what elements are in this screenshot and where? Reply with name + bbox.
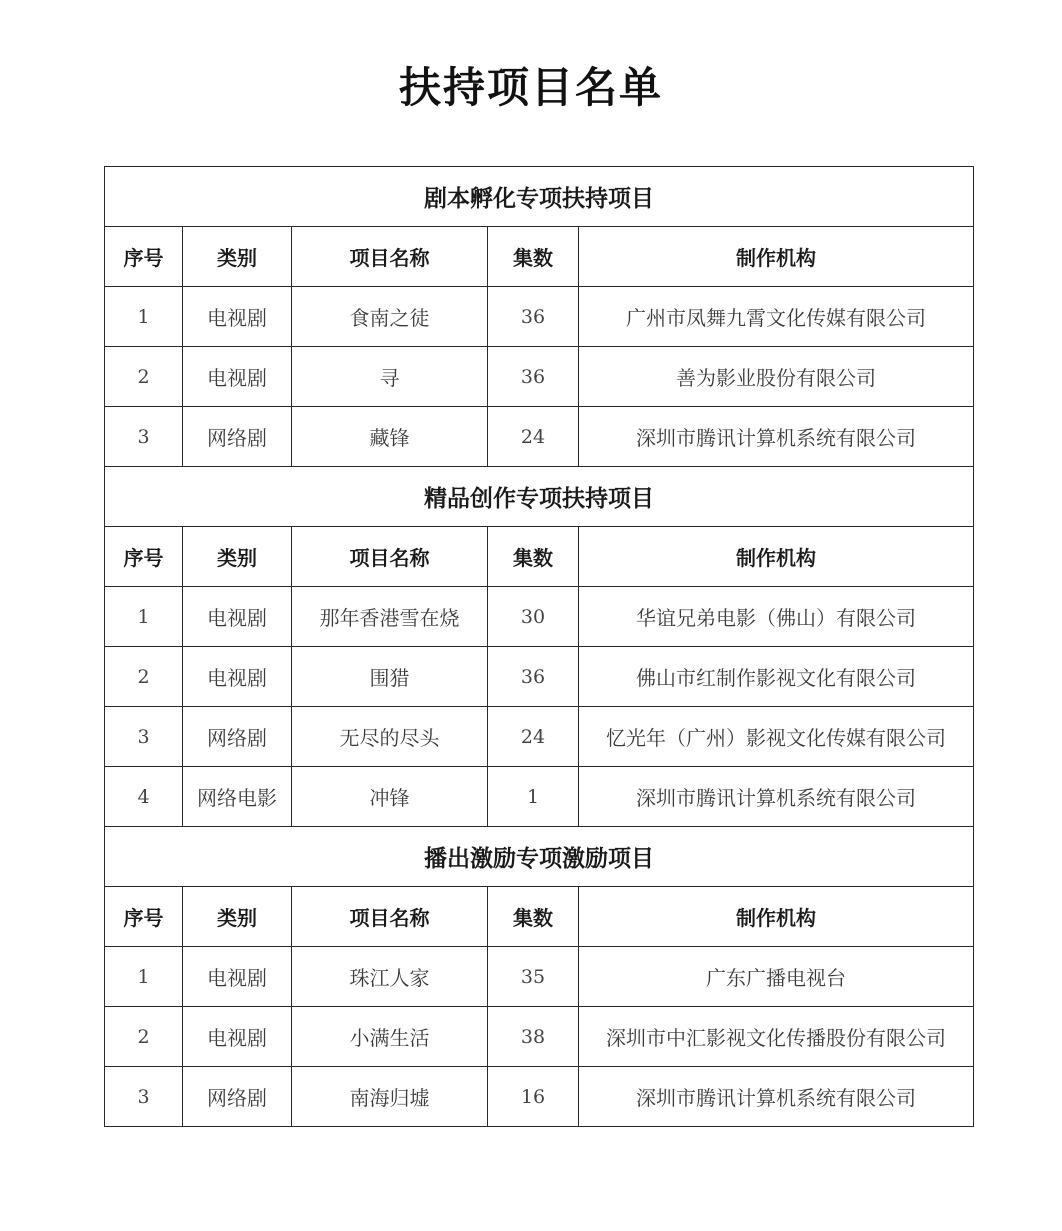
cell-no: 4	[105, 767, 183, 827]
cell-episodes: 30	[488, 587, 579, 647]
cell-no: 1	[105, 287, 183, 347]
cell-project-name: 珠江人家	[292, 947, 488, 1007]
table-row	[105, 1007, 974, 1067]
column-header-row	[105, 887, 974, 947]
table-row	[105, 767, 974, 827]
cell-category: 电视剧	[183, 647, 292, 707]
cell-episodes: 35	[488, 947, 579, 1007]
cell-episodes: 24	[488, 707, 579, 767]
cell-category: 网络剧	[183, 1067, 292, 1127]
header-no: 序号	[105, 527, 183, 587]
cell-producer: 华谊兄弟电影（佛山）有限公司	[579, 587, 974, 647]
cell-producer: 深圳市腾讯计算机系统有限公司	[579, 407, 974, 467]
column-header-row	[105, 527, 974, 587]
table-row	[105, 287, 974, 347]
cell-project-name: 食南之徒	[292, 287, 488, 347]
cell-no: 2	[105, 647, 183, 707]
cell-project-name: 南海归墟	[292, 1067, 488, 1127]
header-episodes: 集数	[488, 227, 579, 287]
cell-producer: 深圳市腾讯计算机系统有限公司	[579, 1067, 974, 1127]
header-episodes: 集数	[488, 527, 579, 587]
project-list-table	[104, 166, 974, 1127]
cell-no: 2	[105, 1007, 183, 1067]
cell-episodes: 16	[488, 1067, 579, 1127]
cell-no: 2	[105, 347, 183, 407]
cell-no: 1	[105, 587, 183, 647]
section-title: 精品创作专项扶持项目	[105, 467, 974, 527]
cell-project-name: 冲锋	[292, 767, 488, 827]
cell-producer: 深圳市腾讯计算机系统有限公司	[579, 767, 974, 827]
section-title-row	[105, 467, 974, 527]
cell-category: 网络电影	[183, 767, 292, 827]
section-title: 播出激励专项激励项目	[105, 827, 974, 887]
cell-project-name: 寻	[292, 347, 488, 407]
header-no: 序号	[105, 887, 183, 947]
cell-no: 1	[105, 947, 183, 1007]
cell-project-name: 小满生活	[292, 1007, 488, 1067]
table-row	[105, 1067, 974, 1127]
cell-episodes: 36	[488, 347, 579, 407]
header-name: 项目名称	[292, 887, 488, 947]
table-row	[105, 707, 974, 767]
header-producer: 制作机构	[579, 887, 974, 947]
cell-category: 电视剧	[183, 347, 292, 407]
cell-category: 电视剧	[183, 947, 292, 1007]
cell-episodes: 1	[488, 767, 579, 827]
cell-episodes: 38	[488, 1007, 579, 1067]
header-category: 类别	[183, 887, 292, 947]
cell-episodes: 36	[488, 287, 579, 347]
cell-episodes: 24	[488, 407, 579, 467]
cell-category: 电视剧	[183, 287, 292, 347]
cell-project-name: 藏锋	[292, 407, 488, 467]
header-category: 类别	[183, 227, 292, 287]
cell-producer: 善为影业股份有限公司	[579, 347, 974, 407]
cell-producer: 广州市凤舞九霄文化传媒有限公司	[579, 287, 974, 347]
cell-producer: 广东广播电视台	[579, 947, 974, 1007]
column-header-row	[105, 227, 974, 287]
cell-producer: 忆光年（广州）影视文化传媒有限公司	[579, 707, 974, 767]
header-producer: 制作机构	[579, 527, 974, 587]
header-name: 项目名称	[292, 227, 488, 287]
page-title: 扶持项目名单	[398, 63, 663, 112]
section-title: 剧本孵化专项扶持项目	[105, 167, 974, 227]
cell-project-name: 围猎	[292, 647, 488, 707]
table-row	[105, 587, 974, 647]
table-body	[105, 167, 974, 1127]
cell-producer: 深圳市中汇影视文化传播股份有限公司	[579, 1007, 974, 1067]
header-producer: 制作机构	[579, 227, 974, 287]
cell-project-name: 无尽的尽头	[292, 707, 488, 767]
cell-project-name: 那年香港雪在烧	[292, 587, 488, 647]
table-row	[105, 947, 974, 1007]
cell-category: 电视剧	[183, 587, 292, 647]
header-no: 序号	[105, 227, 183, 287]
cell-no: 3	[105, 1067, 183, 1127]
cell-no: 3	[105, 707, 183, 767]
cell-category: 电视剧	[183, 1007, 292, 1067]
cell-episodes: 36	[488, 647, 579, 707]
cell-producer: 佛山市红制作影视文化有限公司	[579, 647, 974, 707]
header-episodes: 集数	[488, 887, 579, 947]
cell-category: 网络剧	[183, 707, 292, 767]
cell-category: 网络剧	[183, 407, 292, 467]
table-row	[105, 647, 974, 707]
header-name: 项目名称	[292, 527, 488, 587]
cell-no: 3	[105, 407, 183, 467]
table-row	[105, 407, 974, 467]
section-title-row	[105, 167, 974, 227]
header-category: 类别	[183, 527, 292, 587]
section-title-row	[105, 827, 974, 887]
table-row	[105, 347, 974, 407]
